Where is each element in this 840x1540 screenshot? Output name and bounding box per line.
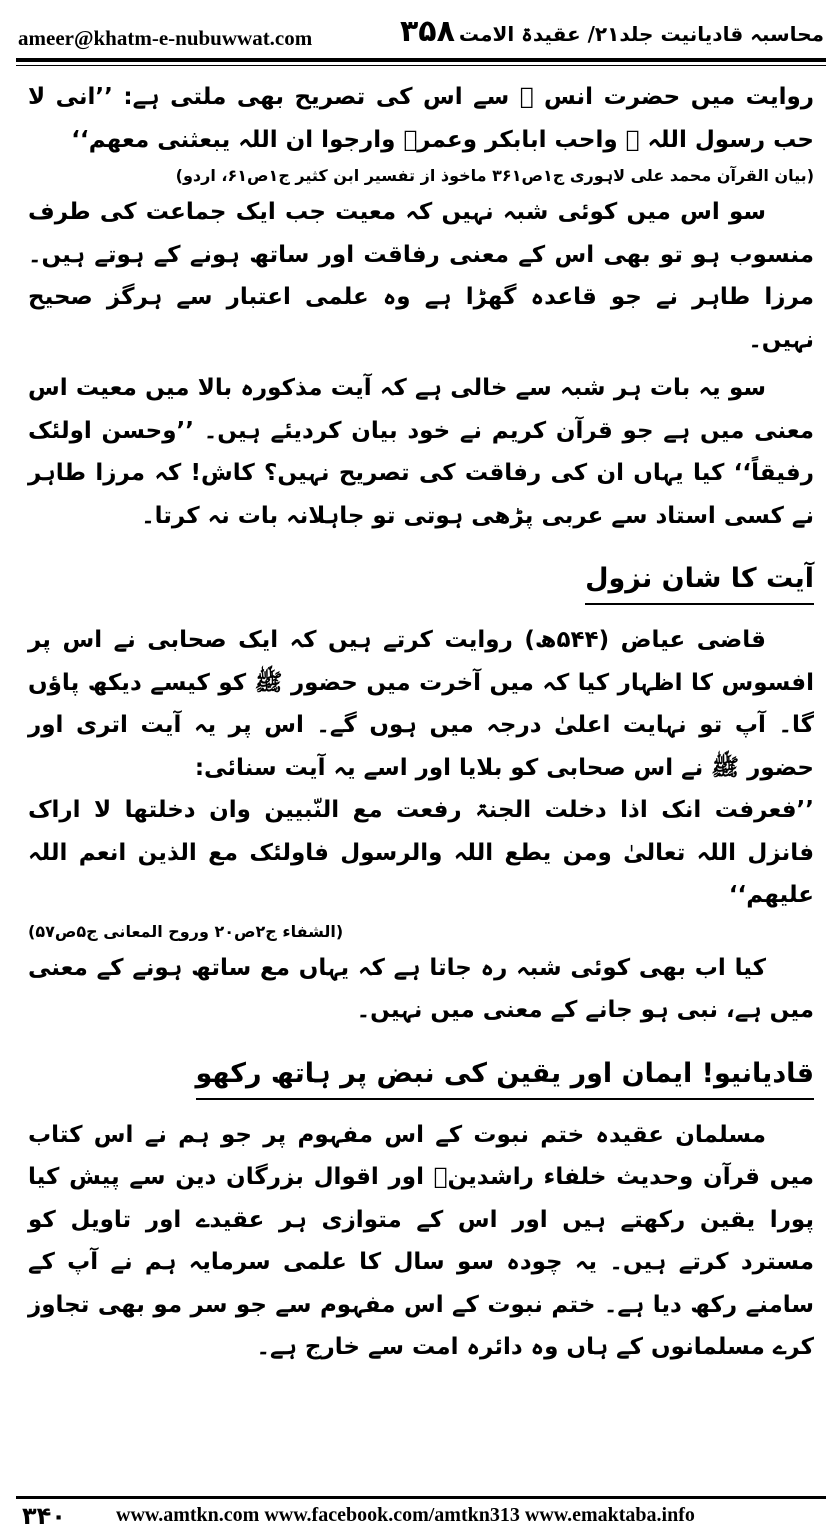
header-page-number: ۳۵۸ — [400, 14, 455, 49]
reference-shifa: (الشفاء ج۲ص۲۰ وروح المعانی ج۵ص۵۷) — [28, 921, 344, 941]
paragraph-muslims-belief: مسلمان عقیدہ ختم نبوت کے اس مفہوم پر جو ہم نے اس کتاب میں قرآن وحدیث خلفاء راشدینؓ اور اقوال بزرگان دین سے پیش کیا پورا یقین رکھتے ہیں اور اس کے متوازی ہر عقیدے اور تاویل کو مسترد کرتے ہیں۔ یہ چودہ سو سال کا علمی سرمایہ ہم نے آپ کے سامنے رکھ دیا ہے۔ ختم نبوت کے اس مفہوم سے جو سر مو بھی تجاوز کرے مسلمانوں کے ہاں وہ دائرہ امت سے خارج ہے۔ — [28, 1121, 814, 1360]
page-header — [16, 12, 826, 52]
reference-bayan-ul-quran: (بیان القرآن محمد علی لاہوری ج۱ص۳۶۱ ماخوذ از تفسیر ابن کثیر ج۱ص۶۱، اردو) — [175, 166, 814, 185]
footer-websites: www.amtkn.com www.facebook.com/amtkn313 www.emaktaba.info — [116, 1504, 695, 1526]
header-rule-thin — [16, 65, 826, 66]
paragraph-qazi-ayaz: قاضی عیاض (۵۴۴ھ) روایت کرتے ہیں کہ ایک صحابی نے اس پر افسوس کا اظہار کیا کہ میں آخرت میں حضور ﷺ کو کیسے دیکھ پاؤں گا۔ آپ تو نہایت اعلیٰ درجہ میں ہوں گے۔ اس پر یہ آیت اتری اور حضور ﷺ نے اس صحابی کو بلایا اور اسے یہ آیت سنائی: — [28, 627, 814, 781]
page-body — [28, 76, 814, 1369]
heading-wrap-1 — [28, 549, 814, 613]
header-running-title: محاسبہ قادیانیت جلد۲۱/ عقیدۃ الامت — [458, 22, 824, 46]
header-email: ameer@khatm-e-nubuwwat.com — [18, 26, 313, 50]
paragraph-maiyat-meaning: سو اس میں کوئی شبہ نہیں کہ معیت جب ایک جماعت کی طرف منسوب ہو تو بھی اس کے معنی رفاقت اور ساتھ ہونے کے ہوتے ہیں۔ مرزا طاہر نے جو قاعدہ گھڑا ہے وہ علمی اعتبار سے ہرگز صحیح نہیں۔ — [28, 199, 814, 353]
section-heading-qadianis: قادیانیو! ایمان اور یقین کی نبض پر ہاتھ رکھو — [196, 1052, 815, 1100]
footer-page-number: ۳۴۰ — [22, 1502, 66, 1530]
paragraph-verse-meaning: سو یہ بات ہر شبہ سے خالی ہے کہ آیت مذکورہ بالا میں معیت اس معنی میں ہے جو قرآن کریم نے خود بیان کردیئے ہیں۔ ’’وحسن اولئک رفیقاً‘‘ کیا یہاں ان کی رفاقت کی تصریح نہیں؟ کاش! کہ مرزا طاہر نے کسی استاد سے عربی پڑھی ہوتی تو جاہلانہ بات نہ کرتا۔ — [28, 375, 814, 529]
paragraph-doubt: کیا اب بھی کوئی شبہ رہ جاتا ہے کہ یہاں مع ساتھ ہونے کے معنی میں ہے، نبی ہو جانے کے معنی میں نہیں۔ — [28, 954, 814, 1023]
quote-arabic-hadith: ’’فعرفت انک اذا دخلت الجنۃ رفعت مع النّبیین وان دخلتھا لا اراک فانزل اللہ تعالیٰ ومن یطع اللہ والرسول فاولئک مع الذین انعم اللہ علیھم‘‘ — [28, 797, 814, 908]
page-footer — [16, 1496, 826, 1530]
quote-anas: روایت میں حضرت انس ؓ سے اس کی تصریح بھی ملتی ہے: ’’انی لا حب رسول اللہ ﷺ واحب ابابکر وعمرؓ وارجوا ان اللہ یبعثنی معھم‘‘ — [28, 84, 814, 153]
header-rule-thick — [16, 58, 826, 62]
heading-wrap-2 — [28, 1044, 814, 1108]
footer-rule — [16, 1496, 826, 1499]
section-heading-shan-e-nuzool: آیت کا شان نزول — [585, 557, 814, 605]
